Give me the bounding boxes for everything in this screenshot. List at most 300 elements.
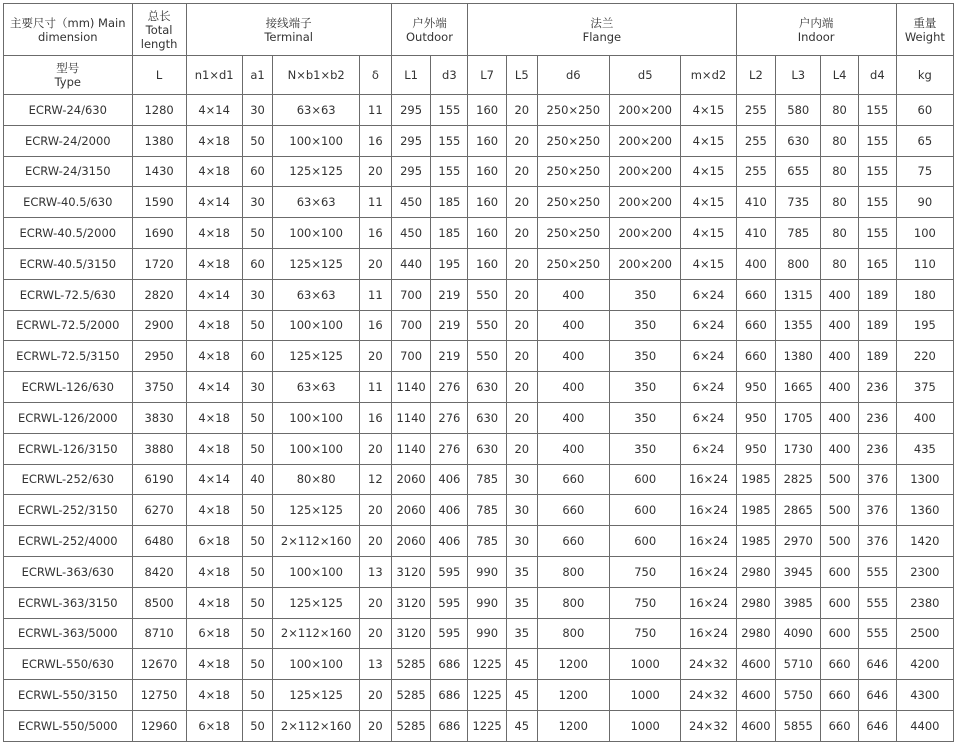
value-cell: 50: [242, 526, 273, 557]
value-cell: 4090: [776, 618, 821, 649]
value-cell: 250×250: [537, 187, 609, 218]
value-cell: 1140: [391, 402, 431, 433]
value-cell: 155: [858, 156, 896, 187]
header-line: Flange: [582, 29, 622, 44]
value-cell: 160: [468, 248, 507, 279]
value-cell: 20: [506, 218, 537, 249]
value-cell: 400: [821, 279, 859, 310]
value-cell: 24×32: [681, 680, 736, 711]
value-cell: 50: [242, 495, 273, 526]
value-cell: 4×15: [681, 125, 736, 156]
value-cell: 5750: [776, 680, 821, 711]
value-cell: 4×18: [186, 341, 242, 372]
value-cell: 785: [468, 464, 507, 495]
value-cell: 4600: [736, 710, 776, 741]
value-cell: 550: [468, 341, 507, 372]
value-cell: 500: [821, 526, 859, 557]
value-cell: 50: [242, 310, 273, 341]
value-cell: 660: [736, 279, 776, 310]
table-row: [4, 587, 954, 618]
value-cell: 646: [858, 649, 896, 680]
value-cell: 16×24: [681, 556, 736, 587]
type-cell: ECRW-40.5/2000: [4, 218, 133, 249]
value-cell: 440: [391, 248, 431, 279]
value-cell: 700: [391, 341, 431, 372]
table-row: [4, 341, 954, 372]
value-cell: 250×250: [537, 248, 609, 279]
value-cell: 700: [391, 310, 431, 341]
table-row: [4, 218, 954, 249]
value-cell: 1300: [896, 464, 953, 495]
value-cell: 990: [468, 556, 507, 587]
value-cell: 400: [821, 341, 859, 372]
value-cell: 20: [506, 125, 537, 156]
value-cell: 2300: [896, 556, 953, 587]
value-cell: 400: [537, 341, 609, 372]
value-cell: 400: [821, 372, 859, 403]
value-cell: 350: [610, 310, 681, 341]
column-header: n1×d1: [186, 56, 242, 95]
value-cell: 20: [506, 433, 537, 464]
value-cell: 2950: [132, 341, 186, 372]
column-header: δ: [360, 56, 392, 95]
table-row: [4, 310, 954, 341]
value-cell: 3120: [391, 618, 431, 649]
value-cell: 11: [360, 95, 392, 126]
table-row: [4, 372, 954, 403]
header-line: 户内端: [798, 15, 834, 30]
value-cell: 189: [858, 310, 896, 341]
header-line: 户外端: [412, 15, 447, 30]
value-cell: 80×80: [273, 464, 360, 495]
column-header: N×b1×b2: [273, 56, 360, 95]
value-cell: 2865: [776, 495, 821, 526]
value-cell: 155: [858, 218, 896, 249]
header-row-columns: [4, 56, 954, 95]
value-cell: 400: [821, 310, 859, 341]
value-cell: 180: [896, 279, 953, 310]
value-cell: 60: [242, 248, 273, 279]
column-header: kg: [896, 56, 953, 95]
value-cell: 20: [360, 618, 392, 649]
value-cell: 80: [821, 156, 859, 187]
value-cell: 50: [242, 587, 273, 618]
value-cell: 155: [431, 156, 468, 187]
value-cell: 80: [821, 248, 859, 279]
value-cell: 435: [896, 433, 953, 464]
value-cell: 20: [360, 710, 392, 741]
value-cell: 595: [431, 556, 468, 587]
value-cell: 1380: [132, 125, 186, 156]
header-outdoor: [391, 4, 468, 56]
value-cell: 276: [431, 402, 468, 433]
value-cell: 595: [431, 618, 468, 649]
value-cell: 20: [506, 341, 537, 372]
header-type: [4, 56, 133, 95]
type-cell: ECRWL-550/630: [4, 649, 133, 680]
value-cell: 6×18: [186, 618, 242, 649]
header-flange: [468, 4, 736, 56]
type-cell: ECRWL-363/630: [4, 556, 133, 587]
value-cell: 4×15: [681, 248, 736, 279]
header-line: Total: [145, 22, 173, 37]
header-line: Indoor: [797, 29, 835, 44]
type-cell: ECRWL-72.5/2000: [4, 310, 133, 341]
value-cell: 125×125: [273, 341, 360, 372]
value-cell: 45: [506, 649, 537, 680]
value-cell: 6×24: [681, 310, 736, 341]
value-cell: 660: [736, 310, 776, 341]
value-cell: 655: [776, 156, 821, 187]
value-cell: 4×15: [681, 218, 736, 249]
value-cell: 1985: [736, 495, 776, 526]
header-line: 主要尺寸（mm) Main: [10, 15, 126, 30]
value-cell: 155: [431, 95, 468, 126]
value-cell: 1720: [132, 248, 186, 279]
value-cell: 20: [506, 310, 537, 341]
header-terminal: [186, 4, 391, 56]
value-cell: 686: [431, 710, 468, 741]
column-header: m×d2: [681, 56, 736, 95]
value-cell: 220: [896, 341, 953, 372]
value-cell: 1225: [468, 680, 507, 711]
value-cell: 750: [610, 618, 681, 649]
value-cell: 45: [506, 680, 537, 711]
value-cell: 3750: [132, 372, 186, 403]
header-line: 接线端子: [265, 15, 312, 30]
value-cell: 276: [431, 372, 468, 403]
value-cell: 6×24: [681, 279, 736, 310]
value-cell: 600: [610, 464, 681, 495]
type-cell: ECRWL-363/5000: [4, 618, 133, 649]
value-cell: 600: [610, 495, 681, 526]
column-header: L2: [736, 56, 776, 95]
type-cell: ECRWL-363/3150: [4, 587, 133, 618]
value-cell: 660: [736, 341, 776, 372]
value-cell: 500: [821, 495, 859, 526]
value-cell: 660: [537, 495, 609, 526]
value-cell: 4×18: [186, 248, 242, 279]
value-cell: 400: [736, 248, 776, 279]
value-cell: 2980: [736, 587, 776, 618]
value-cell: 400: [537, 402, 609, 433]
value-cell: 400: [821, 433, 859, 464]
value-cell: 63×63: [273, 95, 360, 126]
value-cell: 350: [610, 433, 681, 464]
value-cell: 4×18: [186, 649, 242, 680]
value-cell: 4×14: [186, 464, 242, 495]
value-cell: 555: [858, 556, 896, 587]
value-cell: 2380: [896, 587, 953, 618]
type-cell: ECRW-24/630: [4, 95, 133, 126]
table-row: [4, 402, 954, 433]
value-cell: 1985: [736, 464, 776, 495]
column-header: a1: [242, 56, 273, 95]
type-cell: ECRWL-126/630: [4, 372, 133, 403]
value-cell: 250×250: [537, 218, 609, 249]
value-cell: 6×24: [681, 341, 736, 372]
value-cell: 1705: [776, 402, 821, 433]
value-cell: 160: [468, 156, 507, 187]
value-cell: 376: [858, 464, 896, 495]
header-line: Outdoor: [405, 29, 453, 44]
value-cell: 1225: [468, 649, 507, 680]
value-cell: 30: [242, 187, 273, 218]
value-cell: 400: [537, 310, 609, 341]
value-cell: 236: [858, 433, 896, 464]
value-cell: 5285: [391, 649, 431, 680]
value-cell: 2060: [391, 464, 431, 495]
header-line: Terminal: [264, 29, 313, 44]
header-line: 型号: [56, 61, 80, 75]
value-cell: 155: [858, 187, 896, 218]
value-cell: 255: [736, 95, 776, 126]
value-cell: 550: [468, 310, 507, 341]
header-line: length: [140, 36, 178, 51]
value-cell: 1590: [132, 187, 186, 218]
value-cell: 100×100: [273, 218, 360, 249]
value-cell: 100×100: [273, 310, 360, 341]
value-cell: 1420: [896, 526, 953, 557]
value-cell: 4200: [896, 649, 953, 680]
value-cell: 195: [431, 248, 468, 279]
table-row: [4, 95, 954, 126]
value-cell: 600: [610, 526, 681, 557]
value-cell: 11: [360, 279, 392, 310]
value-cell: 700: [391, 279, 431, 310]
column-header: d5: [610, 56, 681, 95]
table-row: [4, 526, 954, 557]
value-cell: 60: [896, 95, 953, 126]
table-row: [4, 649, 954, 680]
value-cell: 400: [537, 279, 609, 310]
value-cell: 400: [896, 402, 953, 433]
value-cell: 24×32: [681, 649, 736, 680]
value-cell: 660: [821, 680, 859, 711]
value-cell: 100×100: [273, 433, 360, 464]
value-cell: 750: [610, 556, 681, 587]
value-cell: 30: [506, 526, 537, 557]
value-cell: 40: [242, 464, 273, 495]
value-cell: 375: [896, 372, 953, 403]
value-cell: 20: [360, 341, 392, 372]
value-cell: 155: [858, 125, 896, 156]
table-row: [4, 495, 954, 526]
value-cell: 2970: [776, 526, 821, 557]
value-cell: 12960: [132, 710, 186, 741]
value-cell: 63×63: [273, 279, 360, 310]
value-cell: 4×18: [186, 680, 242, 711]
value-cell: 20: [360, 495, 392, 526]
value-cell: 555: [858, 587, 896, 618]
value-cell: 1140: [391, 433, 431, 464]
value-cell: 600: [821, 587, 859, 618]
value-cell: 660: [821, 649, 859, 680]
value-cell: 5710: [776, 649, 821, 680]
value-cell: 5285: [391, 710, 431, 741]
value-cell: 35: [506, 556, 537, 587]
value-cell: 20: [360, 433, 392, 464]
value-cell: 200×200: [610, 95, 681, 126]
table-row: [4, 248, 954, 279]
value-cell: 63×63: [273, 372, 360, 403]
value-cell: 13: [360, 649, 392, 680]
column-header: d3: [431, 56, 468, 95]
value-cell: 200×200: [610, 218, 681, 249]
type-cell: ECRW-40.5/3150: [4, 248, 133, 279]
value-cell: 20: [506, 187, 537, 218]
type-cell: ECRW-24/3150: [4, 156, 133, 187]
value-cell: 200×200: [610, 125, 681, 156]
value-cell: 1730: [776, 433, 821, 464]
value-cell: 950: [736, 372, 776, 403]
table-row: [4, 680, 954, 711]
value-cell: 3945: [776, 556, 821, 587]
value-cell: 4×18: [186, 556, 242, 587]
value-cell: 4×18: [186, 402, 242, 433]
value-cell: 600: [821, 618, 859, 649]
value-cell: 600: [821, 556, 859, 587]
value-cell: 5855: [776, 710, 821, 741]
value-cell: 500: [821, 464, 859, 495]
value-cell: 50: [242, 556, 273, 587]
value-cell: 80: [821, 218, 859, 249]
value-cell: 295: [391, 95, 431, 126]
value-cell: 50: [242, 433, 273, 464]
value-cell: 35: [506, 587, 537, 618]
type-cell: ECRWL-126/2000: [4, 402, 133, 433]
value-cell: 785: [776, 218, 821, 249]
column-header: L7: [468, 56, 507, 95]
value-cell: 4×15: [681, 187, 736, 218]
value-cell: 2980: [736, 618, 776, 649]
value-cell: 100×100: [273, 125, 360, 156]
value-cell: 165: [858, 248, 896, 279]
value-cell: 160: [468, 218, 507, 249]
value-cell: 125×125: [273, 680, 360, 711]
table-body: [4, 95, 954, 742]
value-cell: 255: [736, 125, 776, 156]
value-cell: 20: [506, 156, 537, 187]
value-cell: 60: [242, 341, 273, 372]
value-cell: 219: [431, 341, 468, 372]
value-cell: 630: [468, 433, 507, 464]
value-cell: 660: [821, 710, 859, 741]
value-cell: 20: [360, 248, 392, 279]
value-cell: 6270: [132, 495, 186, 526]
value-cell: 4×18: [186, 310, 242, 341]
header-line: 重量: [913, 15, 937, 30]
value-cell: 6×24: [681, 372, 736, 403]
value-cell: 100×100: [273, 556, 360, 587]
value-cell: 50: [242, 710, 273, 741]
value-cell: 236: [858, 402, 896, 433]
value-cell: 1380: [776, 341, 821, 372]
value-cell: 750: [610, 587, 681, 618]
column-header: d6: [537, 56, 609, 95]
value-cell: 80: [821, 125, 859, 156]
value-cell: 350: [610, 279, 681, 310]
value-cell: 160: [468, 95, 507, 126]
value-cell: 11: [360, 187, 392, 218]
value-cell: 785: [468, 526, 507, 557]
table-row: [4, 433, 954, 464]
value-cell: 406: [431, 464, 468, 495]
spec-table-container: [3, 3, 954, 742]
value-cell: 6×24: [681, 402, 736, 433]
value-cell: 16: [360, 402, 392, 433]
value-cell: 20: [506, 279, 537, 310]
value-cell: 450: [391, 218, 431, 249]
table-row: [4, 279, 954, 310]
value-cell: 30: [242, 372, 273, 403]
value-cell: 2980: [736, 556, 776, 587]
value-cell: 50: [242, 649, 273, 680]
value-cell: 450: [391, 187, 431, 218]
value-cell: 20: [506, 95, 537, 126]
value-cell: 646: [858, 710, 896, 741]
value-cell: 295: [391, 125, 431, 156]
value-cell: 4×14: [186, 95, 242, 126]
value-cell: 4600: [736, 649, 776, 680]
type-cell: ECRWL-550/5000: [4, 710, 133, 741]
value-cell: 400: [537, 433, 609, 464]
value-cell: 1665: [776, 372, 821, 403]
value-cell: 800: [776, 248, 821, 279]
value-cell: 16: [360, 310, 392, 341]
type-cell: ECRW-24/2000: [4, 125, 133, 156]
column-header: L: [132, 56, 186, 95]
value-cell: 2500: [896, 618, 953, 649]
type-cell: ECRWL-126/3150: [4, 433, 133, 464]
value-cell: 4600: [736, 680, 776, 711]
value-cell: 1200: [537, 680, 609, 711]
value-cell: 65: [896, 125, 953, 156]
value-cell: 16×24: [681, 464, 736, 495]
value-cell: 155: [858, 95, 896, 126]
header-indoor: [736, 4, 896, 56]
value-cell: 20: [506, 372, 537, 403]
header-weight: [896, 4, 953, 56]
column-header: L5: [506, 56, 537, 95]
value-cell: 406: [431, 495, 468, 526]
header-total-length: [132, 4, 186, 56]
value-cell: 16: [360, 218, 392, 249]
value-cell: 6×18: [186, 710, 242, 741]
value-cell: 350: [610, 372, 681, 403]
value-cell: 630: [776, 125, 821, 156]
value-cell: 63×63: [273, 187, 360, 218]
value-cell: 185: [431, 187, 468, 218]
value-cell: 1140: [391, 372, 431, 403]
type-cell: ECRWL-72.5/3150: [4, 341, 133, 372]
value-cell: 6190: [132, 464, 186, 495]
value-cell: 250×250: [537, 95, 609, 126]
value-cell: 2900: [132, 310, 186, 341]
value-cell: 3830: [132, 402, 186, 433]
value-cell: 30: [506, 495, 537, 526]
value-cell: 236: [858, 372, 896, 403]
value-cell: 20: [360, 526, 392, 557]
value-cell: 100×100: [273, 402, 360, 433]
value-cell: 24×32: [681, 710, 736, 741]
value-cell: 45: [506, 710, 537, 741]
cable-termination-spec-table: [3, 3, 954, 742]
value-cell: 125×125: [273, 156, 360, 187]
value-cell: 250×250: [537, 125, 609, 156]
value-cell: 950: [736, 402, 776, 433]
value-cell: 4×14: [186, 279, 242, 310]
